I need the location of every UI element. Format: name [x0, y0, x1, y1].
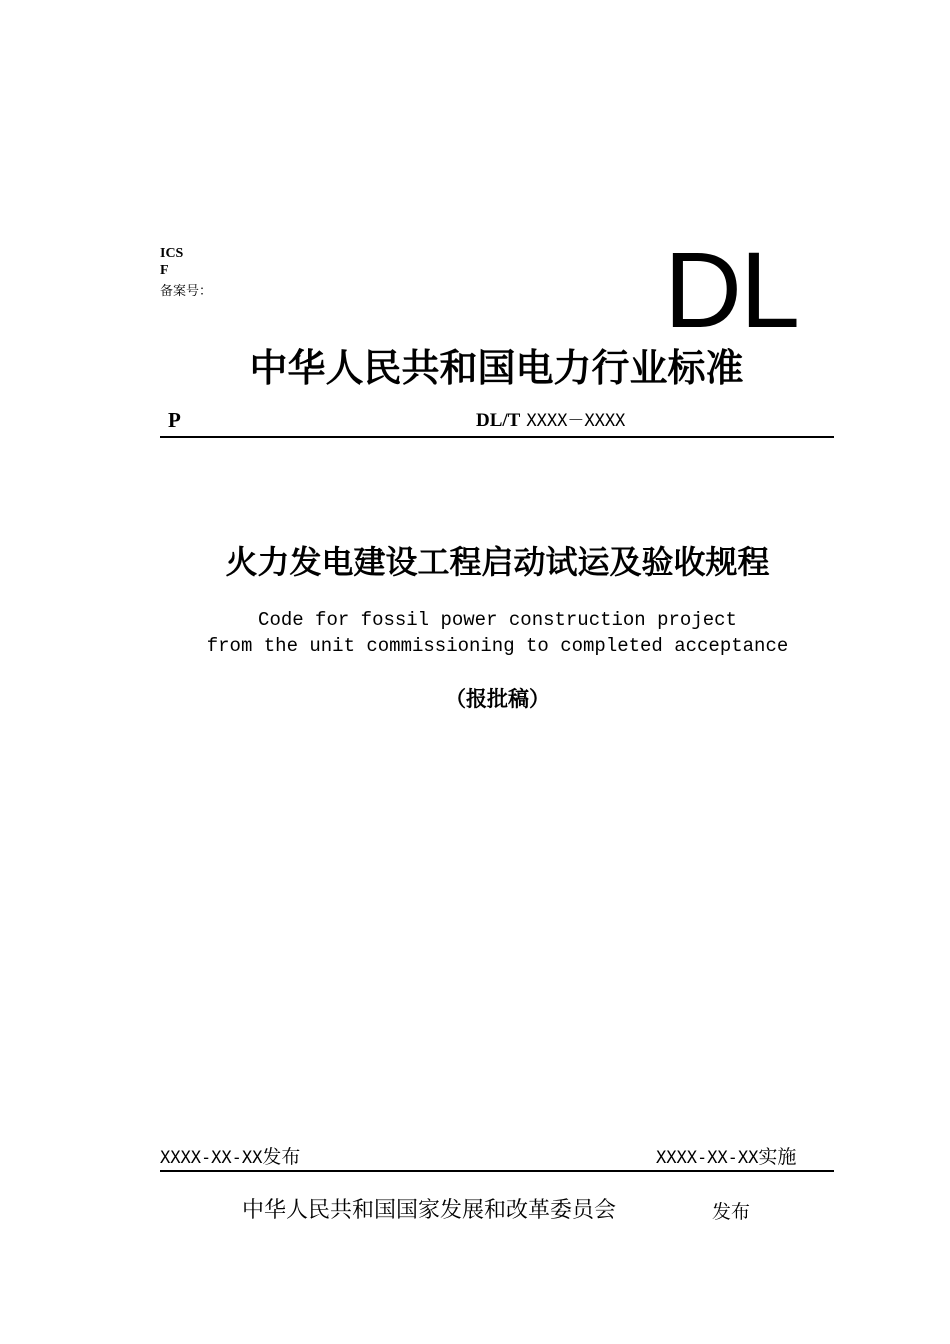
p-code: P [168, 408, 181, 432]
publish-date-label: 发布 [262, 1146, 301, 1168]
standard-title: 中华人民共和国电力行业标准 [249, 346, 744, 390]
document-title-en-line2: from the unit commissioning to completed acceptance [206, 635, 789, 657]
draft-status: （报批稿） [445, 687, 550, 711]
standard-number [476, 408, 625, 433]
f-code: F [160, 263, 169, 278]
ics-code: ICS [160, 246, 184, 261]
publish-date-value: XXXX-XX-XX [160, 1148, 263, 1168]
filing-number-label: 备案号： [160, 284, 213, 299]
header-divider [160, 436, 834, 438]
effective-date-label: 实施 [758, 1146, 797, 1168]
footer-divider [160, 1170, 834, 1172]
standard-number-value: XXXX－XXXX [526, 411, 626, 431]
publish-date [160, 1144, 300, 1171]
document-title-en-line1: Code for fossil power construction project [258, 609, 737, 631]
effective-date-value: XXXX-XX-XX [656, 1148, 759, 1168]
standard-number-prefix: DL/T [476, 410, 521, 431]
publisher-action: 发布 [712, 1201, 751, 1223]
publisher-name: 中华人民共和国国家发展和改革委员会 [242, 1198, 617, 1223]
dl-logo: DL [664, 229, 799, 350]
effective-date [656, 1144, 796, 1171]
document-title-cn: 火力发电建设工程启动试运及验收规程 [225, 543, 770, 581]
